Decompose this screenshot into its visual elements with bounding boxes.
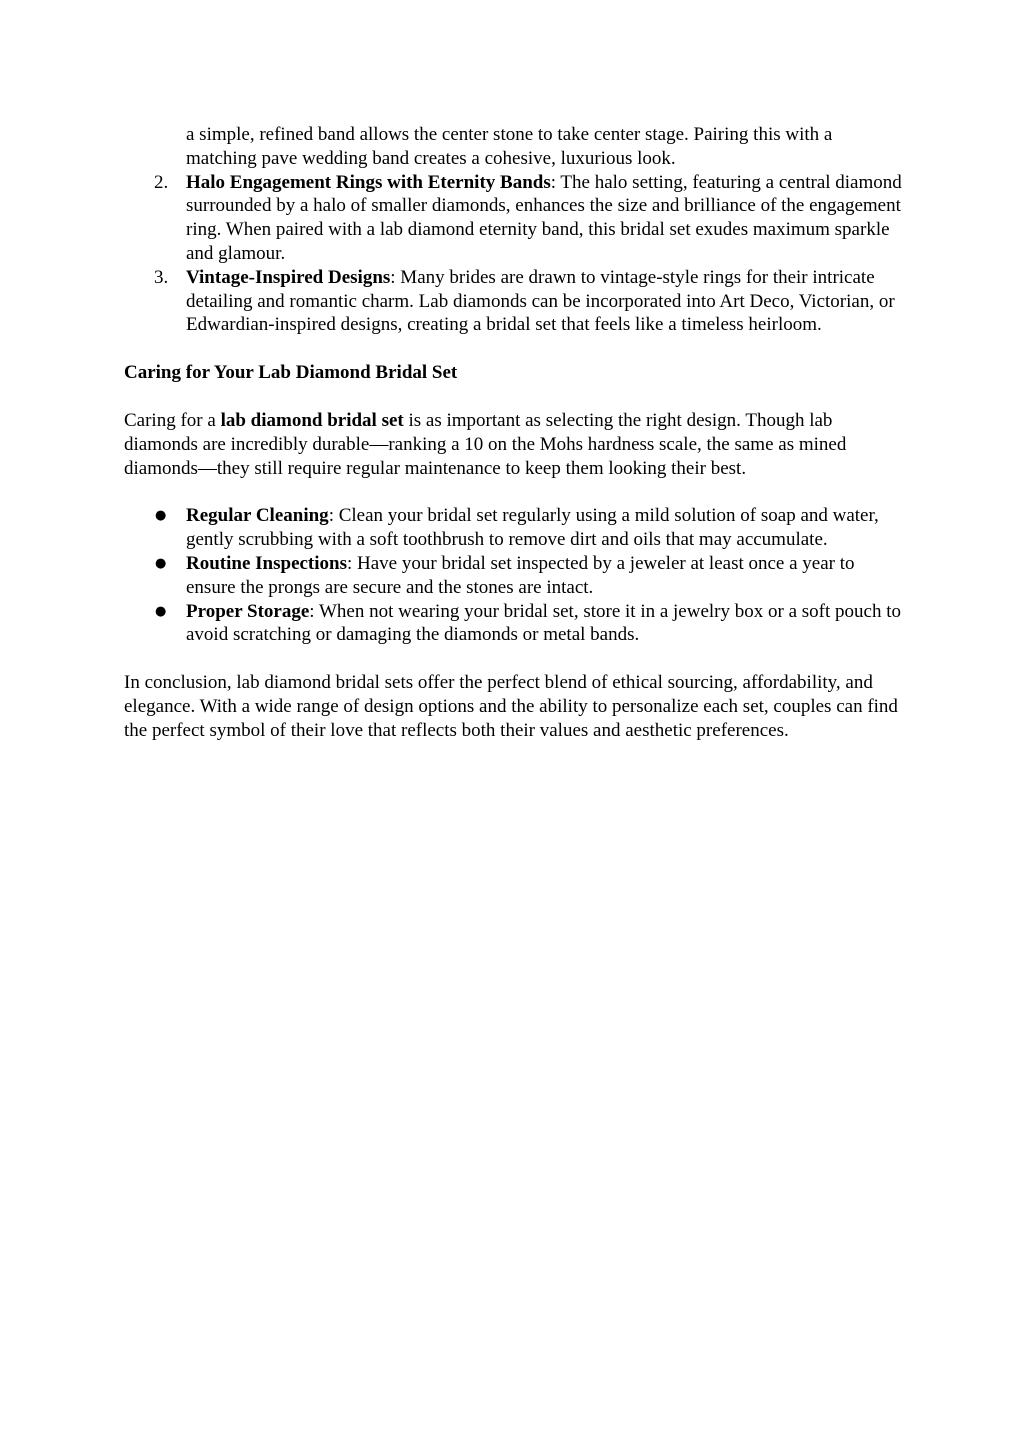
bullet-icon: ● xyxy=(155,603,167,619)
bullet-item-title: Routine Inspections xyxy=(186,552,347,574)
list-number: 3. xyxy=(154,266,169,288)
list-item-text: : Many brides are drawn to vintage-style rings for their intricate detailing and romantic charm. Lab diamonds can be incorporated into Art Deco, Victorian, or Edwardian-inspired designs, creating a bridal set that feels like a timeless heirloom. xyxy=(186,266,895,336)
bullet-item-text: : When not wearing your bridal set, store it in a jewelry box or a soft pouch to avoid scratching or damaging the diamonds or metal bands. xyxy=(186,600,901,646)
list-number: 2. xyxy=(154,171,169,193)
list-item-text: : The halo setting, featuring a central diamond surrounded by a halo of smaller diamonds, enhances the size and brilliance of the engagement ring. When paired with a lab diamond eternity band, this bridal set exudes maximum sparkle and glamour. xyxy=(186,171,902,264)
numbered-list-item xyxy=(124,266,904,337)
bullet-list-item xyxy=(124,552,904,600)
caring-bold-phrase: lab diamond bridal set xyxy=(220,409,404,431)
numbered-list xyxy=(124,171,904,338)
numbered-list-item xyxy=(124,171,904,266)
caring-paragraph xyxy=(124,409,904,480)
conclusion-paragraph: In conclusion, lab diamond bridal sets offer the perfect blend of ethical sourcing, affordability, and elegance. With a wide range of design options and the ability to personalize each set, couples can find the perfect symbol of their love that reflects both their values and aesthetic preferences. xyxy=(124,672,898,741)
bullet-icon: ● xyxy=(155,555,167,571)
bullet-list-item xyxy=(124,504,904,552)
bullet-icon: ● xyxy=(155,508,167,524)
bullet-item-title: Proper Storage xyxy=(186,600,310,622)
caring-text-after: is as important as selecting the right design. Though lab diamonds are incredibly durable—ranking a 10 on the Mohs hardness scale, the same as mined diamonds—they still require regular maintenance to keep them looking their best. xyxy=(124,409,847,479)
list-item-continuation: a simple, refined band allows the center stone to take center stage. Pairing this with a matching pave wedding band creates a cohesive, luxurious look. xyxy=(186,124,833,169)
document-content xyxy=(124,123,904,743)
bullet-list xyxy=(124,504,904,647)
list-item-title: Vintage-Inspired Designs xyxy=(186,266,391,288)
section-heading: Caring for Your Lab Diamond Bridal Set xyxy=(124,362,458,384)
caring-text-before: Caring for a xyxy=(124,409,221,431)
list-item-title: Halo Engagement Rings with Eternity Bands xyxy=(186,171,551,193)
bullet-item-text: : Clean your bridal set regularly using a mild solution of soap and water, gently scrubbing with a soft toothbrush to remove dirt and oils that may accumulate. xyxy=(186,505,879,551)
bullet-item-title: Regular Cleaning xyxy=(186,505,329,527)
bullet-item-text: : Have your bridal set inspected by a jeweler at least once a year to ensure the prongs are secure and the stones are intact. xyxy=(186,552,855,598)
bullet-list-item xyxy=(124,600,904,648)
